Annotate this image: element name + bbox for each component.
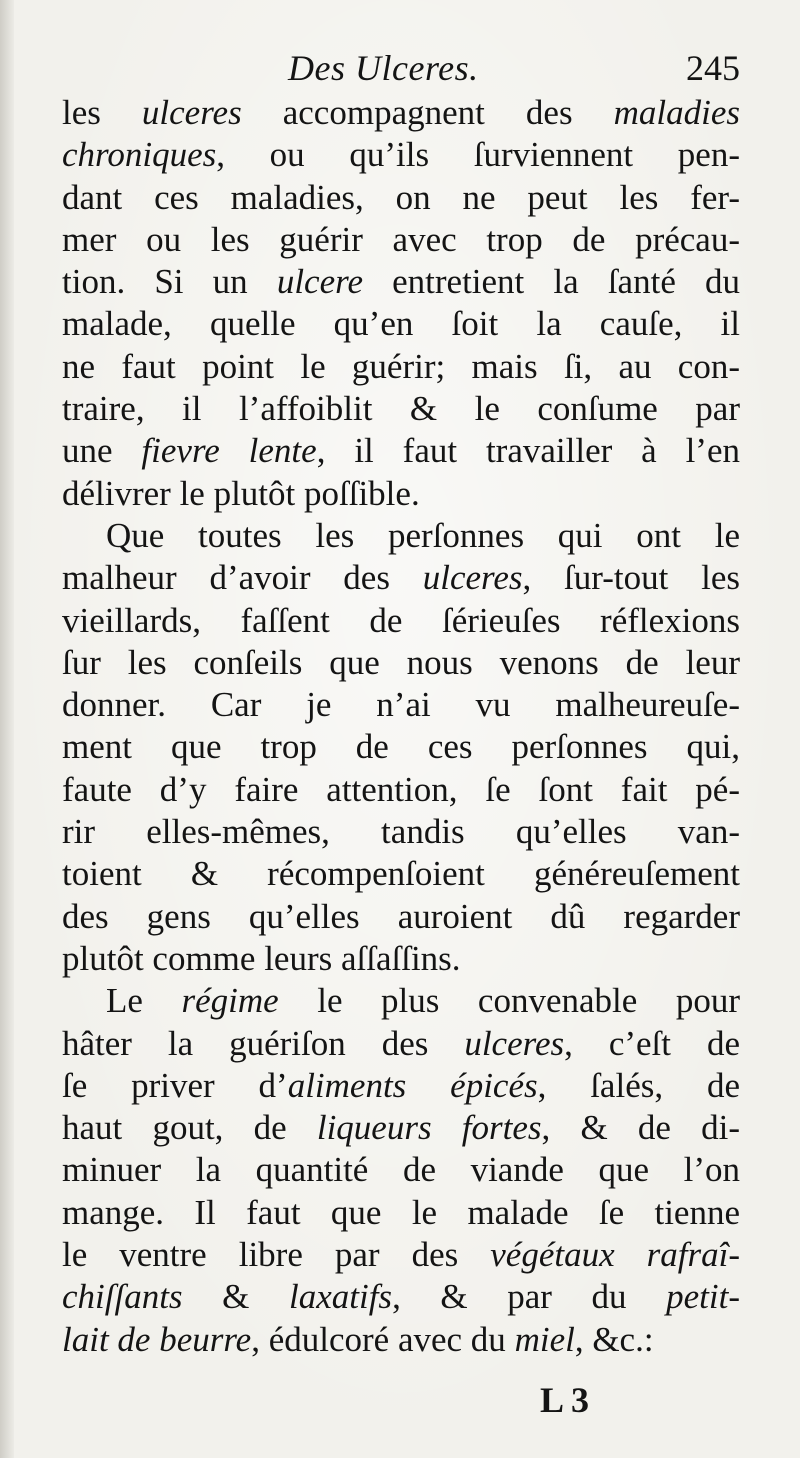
text-line	[62, 769, 740, 811]
text-line	[62, 1276, 740, 1318]
text-run: Le	[106, 981, 182, 1021]
text-run: , ou qu’ils ſurviennent pen-	[216, 135, 740, 175]
text-line	[62, 92, 740, 134]
text-run: tion. Si un	[62, 262, 277, 302]
text-run: le plus convenable pour	[278, 981, 740, 1021]
italic-text: ulcere	[276, 262, 363, 302]
text-line	[62, 134, 740, 176]
text-line	[62, 642, 740, 684]
text-line	[62, 1319, 740, 1361]
body-text	[62, 92, 740, 1361]
text-line	[62, 430, 740, 472]
text-run: , il faut travailler à l’en	[316, 431, 740, 471]
text-run: ment que trop de ces perſonnes qui,	[62, 727, 740, 767]
text-run: ne faut point le guérir; mais ſi, au con-	[62, 346, 740, 386]
text-run: ſe priver d’	[62, 1065, 288, 1105]
text-run: malheur d’avoir des	[62, 558, 423, 598]
text-line	[62, 219, 740, 261]
text-line	[62, 938, 740, 980]
text-run: traire, il l’affoiblit & le conſume par	[62, 389, 740, 429]
italic-text: petit-	[666, 1277, 740, 1317]
text-line	[62, 726, 740, 768]
text-run: , & par du	[392, 1277, 667, 1317]
text-run: mer ou les guérir avec trop de précau-	[62, 219, 740, 259]
text-run: entretient la ſanté du	[362, 262, 740, 302]
italic-text: aliments épicés	[287, 1065, 538, 1105]
text-line	[62, 1149, 740, 1191]
italic-text: miel	[514, 1319, 575, 1359]
page-header	[62, 44, 740, 92]
text-run: faute d’y faire attention, ſe ſont fait pé-	[62, 769, 740, 809]
text-line	[62, 1192, 740, 1234]
italic-text: lait de beurre	[62, 1319, 252, 1359]
page-number: 245	[686, 48, 740, 88]
text-run: hâter la guériſon des	[62, 1023, 465, 1063]
text-line	[62, 261, 740, 303]
text-run: le ventre libre par des	[62, 1235, 491, 1275]
text-run: Que toutes les perſonnes qui ont le	[106, 515, 740, 555]
italic-text: laxatifs	[289, 1277, 393, 1317]
text-line	[62, 1065, 740, 1107]
text-run: ſur les conſeils que nous venons de leur	[62, 642, 740, 682]
text-run: &	[182, 1277, 289, 1317]
italic-text: végétaux rafraî-	[490, 1235, 740, 1275]
text-run: des gens qu’elles auroient dû regarder	[62, 896, 740, 936]
italic-text: fievre lente	[141, 431, 317, 471]
italic-text: chiſſants	[62, 1277, 183, 1317]
text-run: dant ces maladies, on ne peut les fer-	[62, 177, 740, 217]
text-line	[62, 515, 740, 557]
text-run: toient & récompenſoient généreuſement	[62, 854, 740, 894]
italic-text: ulceres	[141, 93, 242, 132]
text-run: haut gout, de	[62, 1108, 317, 1148]
text-line	[62, 600, 740, 642]
text-line	[62, 557, 740, 599]
text-run: accompagnent des	[241, 93, 614, 132]
text-line	[62, 980, 740, 1022]
text-line	[62, 388, 740, 430]
text-line	[62, 853, 740, 895]
text-run: donner. Car je n’ai vu malheureuſe-	[62, 685, 740, 725]
italic-text: ulceres	[464, 1023, 565, 1063]
running-title: Des Ulceres.	[288, 48, 479, 88]
text-run: rir elles-mêmes, tandis qu’elles van-	[62, 812, 740, 852]
text-run: , ſalés, de	[537, 1065, 740, 1105]
text-line	[62, 303, 740, 345]
italic-text: chroniques	[62, 135, 217, 175]
text-run: , &c.:	[574, 1319, 654, 1359]
page-edge-shadow	[0, 0, 14, 1458]
text-run: minuer la quantité de viande que l’on	[62, 1150, 740, 1190]
text-run: , édulcoré avec du	[251, 1319, 515, 1359]
text-line	[62, 1234, 740, 1276]
text-line	[62, 1023, 740, 1065]
text-line	[62, 346, 740, 388]
text-run: mange. Il faut que le malade ſe tienne	[62, 1192, 740, 1232]
text-line	[62, 177, 740, 219]
text-run: plutôt comme leurs aſſaſſins.	[62, 938, 461, 978]
text-run: malade, quelle qu’en ſoit la cauſe, il	[62, 304, 740, 344]
italic-text: maladies	[613, 93, 740, 132]
text-run: délivrer le plutôt poſſible.	[62, 473, 420, 513]
text-run: une	[62, 431, 142, 471]
text-line	[62, 473, 740, 515]
text-run: , & de di-	[541, 1108, 740, 1148]
text-line	[62, 896, 740, 938]
signature-mark: L 3	[540, 1380, 590, 1420]
text-run: les	[62, 93, 142, 132]
text-run: vieillards, faſſent de ſérieuſes réflexions	[62, 600, 740, 640]
text-line	[62, 1107, 740, 1149]
text-run: , ſur-tout les	[522, 558, 740, 598]
italic-text: régime	[181, 981, 279, 1021]
italic-text: liqueurs fortes	[316, 1108, 542, 1148]
italic-text: ulceres	[422, 558, 523, 598]
text-line	[62, 684, 740, 726]
text-run: , c’eſt de	[564, 1023, 740, 1063]
text-line	[62, 811, 740, 853]
